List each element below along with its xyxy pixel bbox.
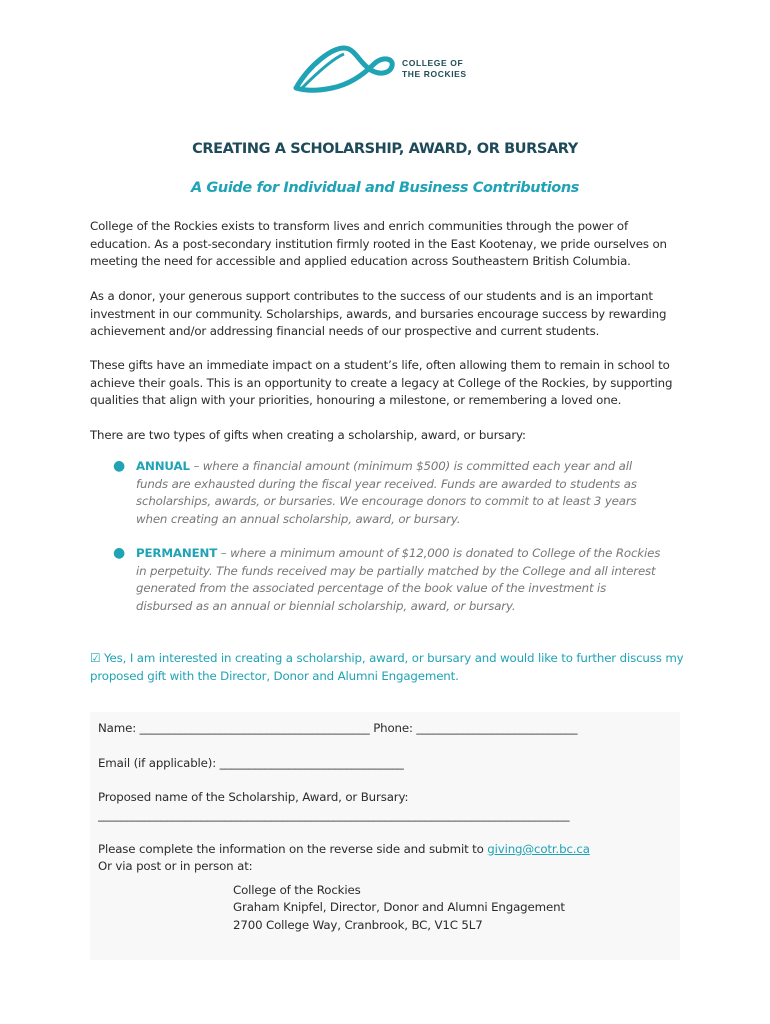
intro-paragraph: College of the Rockies exists to transform lives and enrich communities through the power of education. As a post-secondary institution firmly rooted in the East Kootenay, we pride ourselves on meeting the need for accessible and applied education across Southeastern British Columbia. [90,219,667,268]
name-label: Name: ________________________________________ [98,721,370,735]
logo-line-2: THE ROCKIES [402,69,467,79]
gift-type-description: – where a minimum amount of $12,000 is donated to College of the Rockies in perpetuity. The funds received may be partially matched by the College and all interest generated from the associated percentage of the book value of the investment is disbursed as an annual or biennial scholarship, award, or bursary. [136,546,661,613]
interest-label: Yes, I am interested in creating a scholarship, award, or bursary and would like to further discuss my proposed gift with the Director, Donor and Alumni Engagement. [90,651,684,683]
logo-line-1: COLLEGE OF [402,58,464,68]
contact-form [90,712,680,960]
submit-instructions [98,841,590,858]
donor-paragraph: As a donor, your generous support contributes to the success of our students and is an important investment in our community. Scholarships, awards, and bursaries encourage success by rewarding achievement and/or addressing financial needs of our prospective and current students. [90,289,667,338]
post-instructions: Or via post or in person at: [98,859,253,873]
mountain-wave-logo-icon [292,44,402,100]
interest-statement [90,650,690,685]
giving-email-link[interactable]: giving@cotr.bc.ca [487,842,590,856]
address-line-1: College of the Rockies [233,883,361,897]
bullet-dot-icon: ● [113,458,126,474]
gift-type-permanent [136,545,666,615]
gift-type-annual [136,458,666,528]
proposed-name-label: Proposed name of the Scholarship, Award, or Bursary: [98,790,409,804]
name-field[interactable] [98,720,577,737]
checkbox-checked-icon[interactable]: ☑ [90,651,101,665]
gift-type-name: ANNUAL [136,459,190,473]
logo-wordmark [402,58,467,80]
email-field[interactable]: Email (if applicable): ________________________________ [98,756,404,770]
gift-type-name: PERMANENT [136,546,218,560]
page-title: CREATING A SCHOLARSHIP, AWARD, OR BURSARY [192,141,578,157]
impact-paragraph: These gifts have an immediate impact on a student’s life, often allowing them to remain in school to achieve their goals. This is an opportunity to create a legacy at College of the Rockies, by supporting qualities that align with your priorities, honouring a milestone, or remembering a loved one. [90,358,673,407]
address-line-3: 2700 College Way, Cranbrook, BC, V1C 5L7 [233,918,483,932]
phone-label: Phone: ____________________________ [373,721,578,735]
submit-text: Please complete the information on the reverse side and submit to [98,842,488,856]
page-subtitle: A Guide for Individual and Business Contributions [190,180,580,196]
address-line-2: Graham Knipfel, Director, Donor and Alumni Engagement [233,900,565,914]
proposed-name-field[interactable]: __________________________________________________________________________________ [98,808,570,822]
gift-types-intro: There are two types of gifts when creating a scholarship, award, or bursary: [90,428,526,442]
bullet-dot-icon: ● [113,545,126,561]
college-logo [292,44,482,100]
gift-type-description: – where a financial amount (minimum $500) is committed each year and all funds are exhausted during the fiscal year received. Funds are awarded to students as scholarships, awards, or bursaries. We encourage donors to commit to at least 3 years when creating an annual scholarship, award, or bursary. [136,459,637,526]
